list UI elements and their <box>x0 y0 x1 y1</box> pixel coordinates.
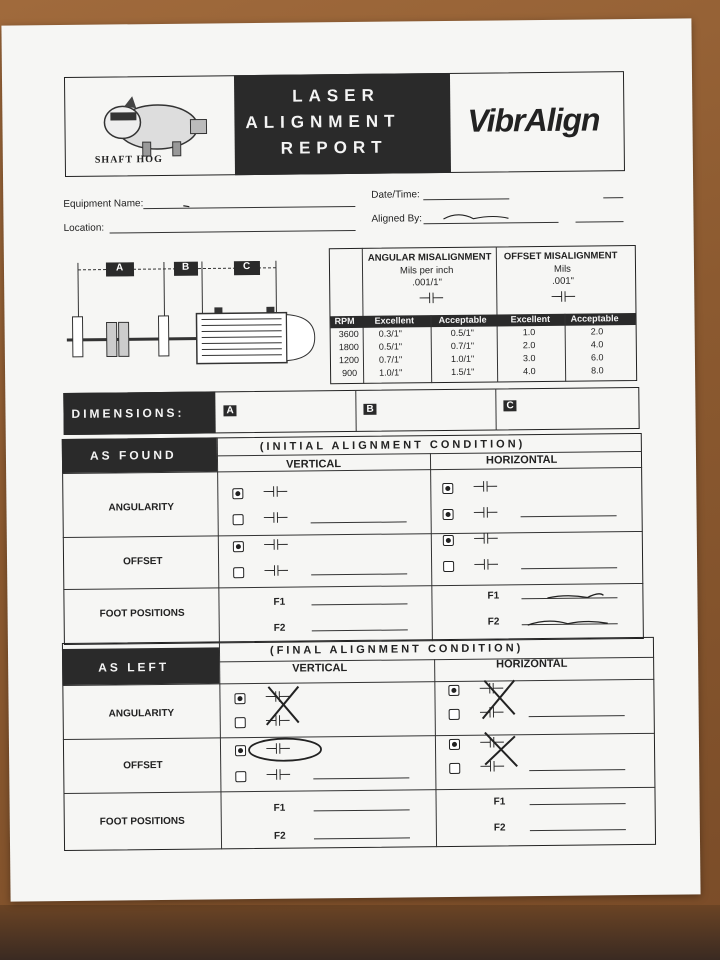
tol-off-acc: 4.0 <box>590 339 604 350</box>
offset-gap-icon: ⊣⊢ <box>550 287 577 306</box>
angular-units: Mils per inch <box>399 264 454 277</box>
al-offset-label: OFFSET <box>123 759 163 772</box>
offset-resolution: .001" <box>552 275 575 287</box>
equipment-name-line[interactable] <box>143 206 355 209</box>
shim-gap-icon: ⊣⊢ <box>472 477 499 496</box>
al-angularity-label: ANGULARITY <box>108 707 175 720</box>
al-h-ang-radio-2[interactable] <box>449 709 460 720</box>
al-v-off-radio-1[interactable] <box>235 745 246 756</box>
tol-off-acc: 2.0 <box>590 326 604 337</box>
tol-off-acc: 8.0 <box>591 365 604 376</box>
offset-title: OFFSET MISALIGNMENT <box>503 250 618 263</box>
angular-title: ANGULAR MISALIGNMENT <box>367 251 492 264</box>
tol-col-off-acc: Acceptable <box>570 313 619 324</box>
equipment-name-label: Equipment Name: <box>63 198 144 210</box>
angular-gap-icon: ⊣⊢ <box>418 289 445 308</box>
tol-col-ang-acc: Acceptable <box>438 314 487 326</box>
dim-a-tag: A <box>223 405 236 416</box>
af-angularity-label: ANGULARITY <box>108 501 175 514</box>
al-v-ang-radio-2[interactable] <box>235 717 246 728</box>
aligned-by-line[interactable] <box>424 222 559 224</box>
floor-shadow <box>0 905 720 960</box>
as-found-label: AS FOUND <box>89 447 177 463</box>
diagram-label-c: C <box>242 261 251 273</box>
coupling-diagram <box>66 252 327 385</box>
shim-gap-icon: ⊣⊢ <box>478 703 505 722</box>
al-h-off-radio-1[interactable] <box>449 739 460 750</box>
af-foot-label: FOOT POSITIONS <box>99 607 185 620</box>
shim-gap-icon: ⊣⊢ <box>263 561 290 580</box>
dim-c-tag: C <box>503 400 516 411</box>
tol-ang-exc: 0.7/1" <box>378 354 403 365</box>
tol-rpm: 3600 <box>338 328 359 340</box>
shim-gap-icon: ⊣⊢ <box>262 508 289 527</box>
title-line-2: ALIGNMENT <box>245 111 401 133</box>
shim-gap-icon: ⊣⊢ <box>262 482 289 501</box>
tol-col-off-exc: Excellent <box>510 313 551 325</box>
tol-rpm: 1200 <box>338 354 360 366</box>
af-v-off-radio-2[interactable] <box>233 567 244 578</box>
al-v-off-radio-2[interactable] <box>235 771 246 782</box>
al-foot-label: FOOT POSITIONS <box>99 815 185 828</box>
as-found-vertical: VERTICAL <box>285 458 342 471</box>
datetime-line-2[interactable] <box>603 197 623 198</box>
af-h-off-radio-2[interactable] <box>443 561 454 572</box>
tol-ang-acc: 1.5/1" <box>451 366 475 377</box>
af-v-ang-radio-2[interactable] <box>233 514 244 525</box>
af-v-ang-radio-1[interactable] <box>232 488 243 499</box>
shim-gap-icon: ⊣⊢ <box>264 739 292 758</box>
title-line-1: LASER <box>292 85 380 106</box>
al-h-ang-radio-1[interactable] <box>448 685 459 696</box>
tol-col-ang-exc: Excellent <box>374 315 415 326</box>
tol-off-acc: 6.0 <box>590 352 604 363</box>
al-h-off-radio-2[interactable] <box>449 763 460 774</box>
title-line-3: REPORT <box>280 137 388 158</box>
as-left-vertical: VERTICAL <box>292 662 348 675</box>
aligned-by-line-2[interactable] <box>576 221 624 223</box>
tol-col-rpm: RPM <box>334 315 355 327</box>
as-left-label: AS LEFT <box>98 659 170 675</box>
shaft-hog-logo <box>72 81 233 173</box>
af-h-f2-label: F2 <box>487 616 500 628</box>
dimensions-label: DIMENSIONS: <box>71 405 185 421</box>
tol-ang-exc: 1.0/1" <box>379 367 403 378</box>
coupling-diagram-icon <box>66 252 327 385</box>
shim-gap-icon: ⊣⊢ <box>262 535 290 554</box>
shim-gap-icon: ⊣⊢ <box>472 529 500 548</box>
angular-resolution: .001/1" <box>412 277 443 289</box>
shim-gap-icon: ⊣⊢ <box>472 503 499 522</box>
location-line[interactable] <box>110 230 356 234</box>
dim-b-tag: B <box>363 404 376 415</box>
af-h-off-radio-1[interactable] <box>443 535 454 546</box>
tol-ang-acc: 0.5/1" <box>450 327 474 338</box>
tol-rpm: 900 <box>342 367 358 379</box>
af-v-off-radio-1[interactable] <box>233 541 244 552</box>
al-v-ang-radio-1[interactable] <box>234 693 245 704</box>
tol-rows <box>331 326 637 384</box>
al-v-f1-label: F1 <box>273 802 286 814</box>
tol-off-exc: 3.0 <box>522 353 536 364</box>
shim-gap-icon: ⊣⊢ <box>478 679 505 698</box>
af-h-ang-radio-2[interactable] <box>443 509 454 520</box>
af-offset-label: OFFSET <box>122 555 163 568</box>
vibralign-logo: VibrAlign <box>467 101 600 139</box>
as-left-horizontal: HORIZONTAL <box>496 657 568 671</box>
datetime-line[interactable] <box>423 198 509 200</box>
offset-units: Mils <box>553 263 571 275</box>
report-sheet <box>1 18 700 901</box>
tol-ang-acc: 0.7/1" <box>450 340 475 351</box>
tol-off-exc: 1.0 <box>522 327 536 338</box>
location-label: Location: <box>63 222 105 234</box>
shim-gap-icon: ⊣⊢ <box>478 733 506 752</box>
datetime-label: Date/Time: <box>371 189 420 201</box>
al-h-f2-label: F2 <box>493 822 506 834</box>
tol-off-exc: 4.0 <box>523 366 536 377</box>
shim-gap-icon: ⊣⊢ <box>265 765 292 784</box>
shim-gap-icon: ⊣⊢ <box>473 555 500 574</box>
tol-ang-exc: 0.5/1" <box>378 341 403 352</box>
as-found-horizontal: HORIZONTAL <box>485 453 558 467</box>
diagram-label-b: B <box>181 261 190 273</box>
shim-gap-icon: ⊣⊢ <box>264 687 291 706</box>
tol-off-exc: 2.0 <box>522 340 536 351</box>
af-v-f2-label: F2 <box>273 622 286 634</box>
shim-gap-icon: ⊣⊢ <box>479 757 506 776</box>
diagram-label-a: A <box>115 262 124 274</box>
al-v-f2-label: F2 <box>273 830 286 842</box>
as-found-condition: (INITIAL ALIGNMENT CONDITION) <box>259 438 526 453</box>
tol-ang-acc: 1.0/1" <box>450 353 475 364</box>
as-left-condition: (FINAL ALIGNMENT CONDITION) <box>269 642 524 657</box>
af-h-f1-label: F1 <box>487 590 500 602</box>
shim-gap-icon: ⊣⊢ <box>264 711 291 730</box>
aligned-by-label: Aligned By: <box>371 213 423 225</box>
al-h-f1-label: F1 <box>493 796 506 808</box>
shaft-hog-text: SHAFT HOG <box>94 153 163 166</box>
tol-ang-exc: 0.3/1" <box>378 328 402 339</box>
af-h-ang-radio-1[interactable] <box>442 483 453 494</box>
tol-rpm: 1800 <box>338 341 359 353</box>
af-v-f1-label: F1 <box>273 596 286 608</box>
